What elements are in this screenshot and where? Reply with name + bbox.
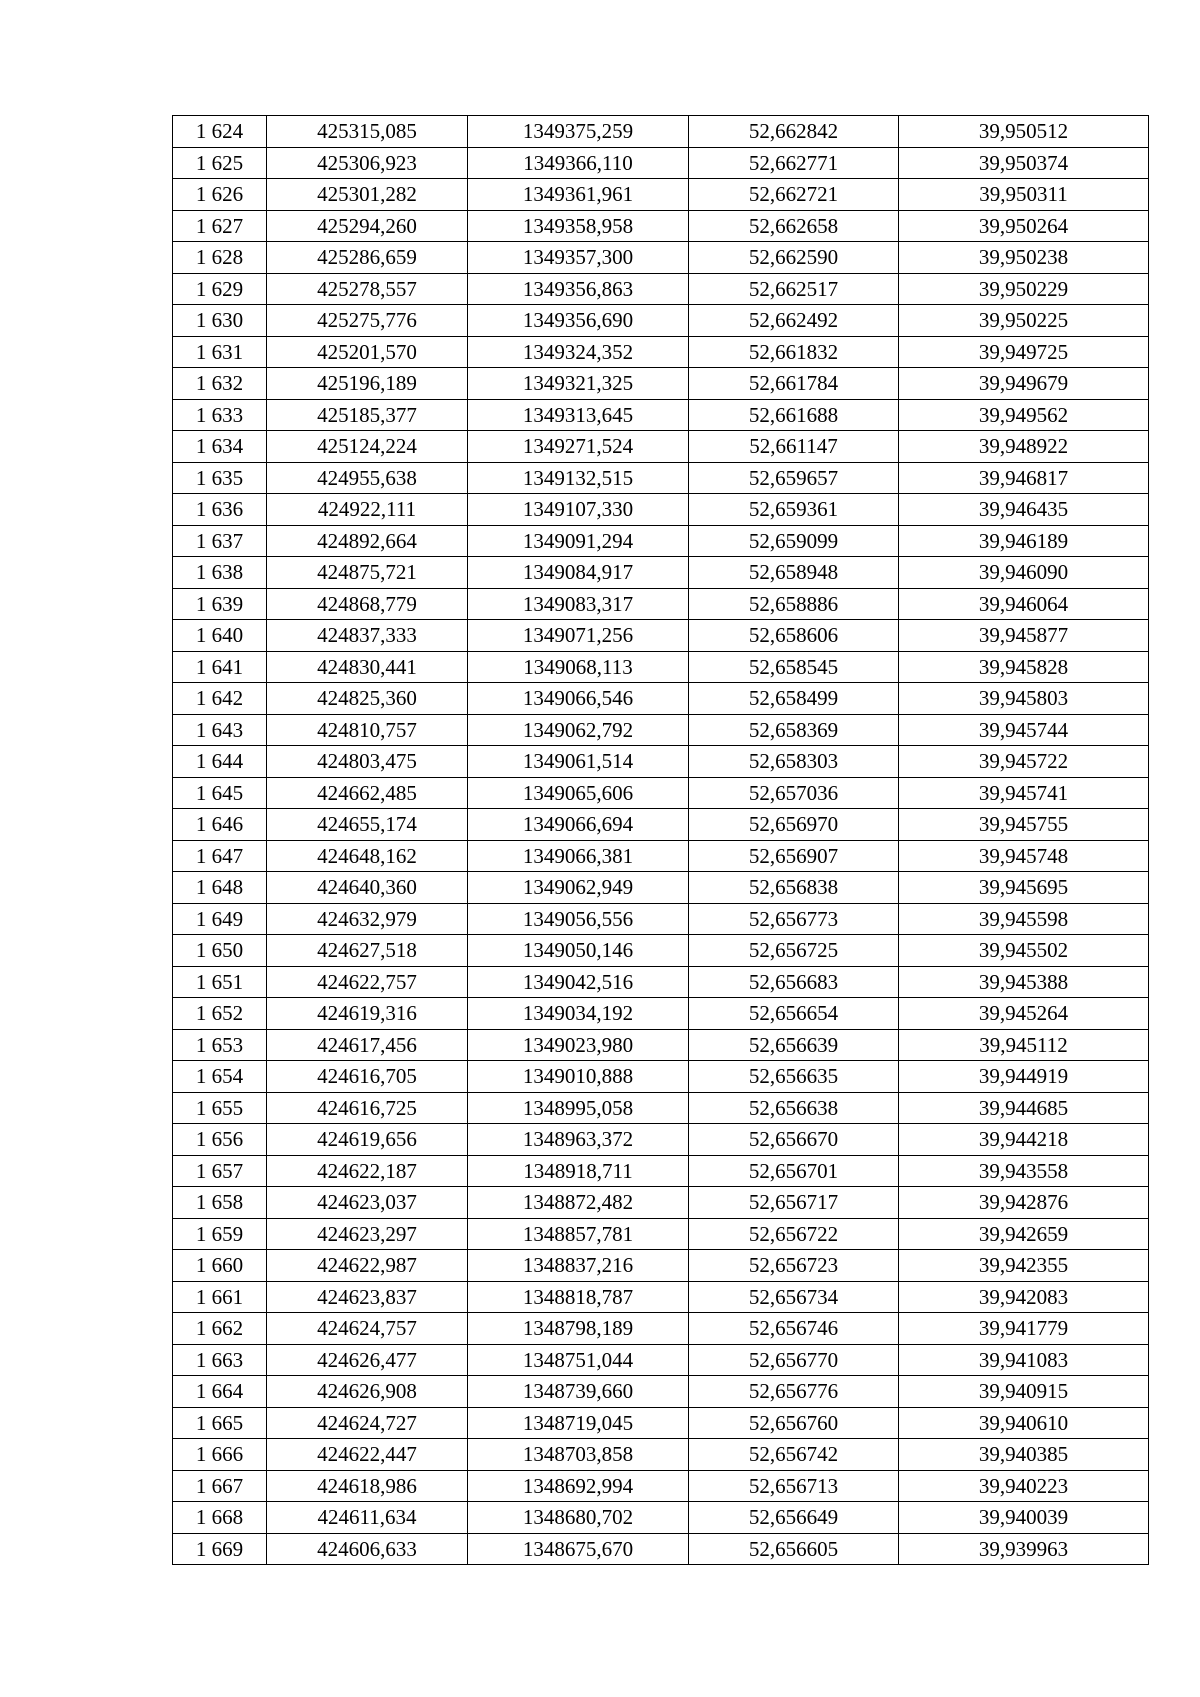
latitude-cell: 52,658545 [689,651,899,683]
latitude-cell: 52,656770 [689,1344,899,1376]
y-coordinate-cell: 1349366,110 [468,147,689,179]
y-coordinate-cell: 1348872,482 [468,1187,689,1219]
longitude-cell: 39,945112 [899,1029,1149,1061]
x-coordinate-cell: 424622,447 [267,1439,468,1471]
latitude-cell: 52,658886 [689,588,899,620]
x-coordinate-cell: 424803,475 [267,746,468,778]
table-row [173,1187,1149,1219]
latitude-cell: 52,659099 [689,525,899,557]
latitude-cell: 52,661832 [689,336,899,368]
longitude-cell: 39,945755 [899,809,1149,841]
table-row [173,746,1149,778]
latitude-cell: 52,661784 [689,368,899,400]
longitude-cell: 39,940223 [899,1470,1149,1502]
x-coordinate-cell: 424892,664 [267,525,468,557]
longitude-cell: 39,950311 [899,179,1149,211]
x-coordinate-cell: 424611,634 [267,1502,468,1534]
table-row [173,525,1149,557]
x-coordinate-cell: 424626,908 [267,1376,468,1408]
point-number-cell: 1 645 [173,777,267,809]
x-coordinate-cell: 424623,837 [267,1281,468,1313]
table-row [173,620,1149,652]
table-row [173,872,1149,904]
longitude-cell: 39,946189 [899,525,1149,557]
table-row [173,462,1149,494]
table-row [173,1092,1149,1124]
longitude-cell: 39,942355 [899,1250,1149,1282]
point-number-cell: 1 652 [173,998,267,1030]
table-row [173,273,1149,305]
y-coordinate-cell: 1348739,660 [468,1376,689,1408]
y-coordinate-cell: 1349324,352 [468,336,689,368]
point-number-cell: 1 649 [173,903,267,935]
latitude-cell: 52,656649 [689,1502,899,1534]
x-coordinate-cell: 424825,360 [267,683,468,715]
y-coordinate-cell: 1349356,863 [468,273,689,305]
y-coordinate-cell: 1348963,372 [468,1124,689,1156]
x-coordinate-cell: 425286,659 [267,242,468,274]
point-number-cell: 1 647 [173,840,267,872]
longitude-cell: 39,942659 [899,1218,1149,1250]
longitude-cell: 39,939963 [899,1533,1149,1565]
point-number-cell: 1 646 [173,809,267,841]
x-coordinate-cell: 425294,260 [267,210,468,242]
latitude-cell: 52,656722 [689,1218,899,1250]
point-number-cell: 1 656 [173,1124,267,1156]
longitude-cell: 39,950225 [899,305,1149,337]
point-number-cell: 1 633 [173,399,267,431]
point-number-cell: 1 648 [173,872,267,904]
longitude-cell: 39,944919 [899,1061,1149,1093]
x-coordinate-cell: 424640,360 [267,872,468,904]
y-coordinate-cell: 1348719,045 [468,1407,689,1439]
x-coordinate-cell: 424955,638 [267,462,468,494]
table-row [173,651,1149,683]
longitude-cell: 39,950512 [899,116,1149,148]
point-number-cell: 1 665 [173,1407,267,1439]
table-row [173,998,1149,1030]
y-coordinate-cell: 1348857,781 [468,1218,689,1250]
point-number-cell: 1 636 [173,494,267,526]
latitude-cell: 52,658303 [689,746,899,778]
longitude-cell: 39,943558 [899,1155,1149,1187]
y-coordinate-cell: 1349313,645 [468,399,689,431]
table-row [173,242,1149,274]
longitude-cell: 39,944685 [899,1092,1149,1124]
x-coordinate-cell: 424616,725 [267,1092,468,1124]
longitude-cell: 39,945741 [899,777,1149,809]
latitude-cell: 52,661147 [689,431,899,463]
latitude-cell: 52,656683 [689,966,899,998]
latitude-cell: 52,662842 [689,116,899,148]
point-number-cell: 1 643 [173,714,267,746]
longitude-cell: 39,950374 [899,147,1149,179]
y-coordinate-cell: 1348798,189 [468,1313,689,1345]
point-number-cell: 1 663 [173,1344,267,1376]
longitude-cell: 39,945264 [899,998,1149,1030]
table-row [173,431,1149,463]
y-coordinate-cell: 1349356,690 [468,305,689,337]
latitude-cell: 52,656605 [689,1533,899,1565]
latitude-cell: 52,656638 [689,1092,899,1124]
latitude-cell: 52,658369 [689,714,899,746]
latitude-cell: 52,658499 [689,683,899,715]
point-number-cell: 1 639 [173,588,267,620]
longitude-cell: 39,940385 [899,1439,1149,1471]
table-row [173,1533,1149,1565]
y-coordinate-cell: 1349066,694 [468,809,689,841]
table-row [173,210,1149,242]
point-number-cell: 1 631 [173,336,267,368]
latitude-cell: 52,662771 [689,147,899,179]
longitude-cell: 39,946435 [899,494,1149,526]
x-coordinate-cell: 424837,333 [267,620,468,652]
x-coordinate-cell: 424626,477 [267,1344,468,1376]
y-coordinate-cell: 1349084,917 [468,557,689,589]
point-number-cell: 1 657 [173,1155,267,1187]
x-coordinate-cell: 424868,779 [267,588,468,620]
point-number-cell: 1 668 [173,1502,267,1534]
y-coordinate-cell: 1348918,711 [468,1155,689,1187]
table-row [173,840,1149,872]
x-coordinate-cell: 425306,923 [267,147,468,179]
x-coordinate-cell: 424618,986 [267,1470,468,1502]
latitude-cell: 52,662590 [689,242,899,274]
table-row [173,147,1149,179]
y-coordinate-cell: 1348680,702 [468,1502,689,1534]
point-number-cell: 1 666 [173,1439,267,1471]
x-coordinate-cell: 425201,570 [267,336,468,368]
x-coordinate-cell: 424875,721 [267,557,468,589]
y-coordinate-cell: 1349056,556 [468,903,689,935]
y-coordinate-cell: 1349066,546 [468,683,689,715]
table-row [173,1061,1149,1093]
point-number-cell: 1 655 [173,1092,267,1124]
x-coordinate-cell: 425278,557 [267,273,468,305]
x-coordinate-cell: 424606,633 [267,1533,468,1565]
latitude-cell: 52,656717 [689,1187,899,1219]
x-coordinate-cell: 424655,174 [267,809,468,841]
latitude-cell: 52,659361 [689,494,899,526]
y-coordinate-cell: 1349062,949 [468,872,689,904]
longitude-cell: 39,948922 [899,431,1149,463]
x-coordinate-cell: 425275,776 [267,305,468,337]
y-coordinate-cell: 1349042,516 [468,966,689,998]
x-coordinate-cell: 425124,224 [267,431,468,463]
latitude-cell: 52,662517 [689,273,899,305]
longitude-cell: 39,941083 [899,1344,1149,1376]
y-coordinate-cell: 1348837,216 [468,1250,689,1282]
point-number-cell: 1 669 [173,1533,267,1565]
point-number-cell: 1 661 [173,1281,267,1313]
y-coordinate-cell: 1349083,317 [468,588,689,620]
y-coordinate-cell: 1349321,325 [468,368,689,400]
longitude-cell: 39,950229 [899,273,1149,305]
longitude-cell: 39,940915 [899,1376,1149,1408]
point-number-cell: 1 626 [173,179,267,211]
point-number-cell: 1 640 [173,620,267,652]
x-coordinate-cell: 424627,518 [267,935,468,967]
latitude-cell: 52,656776 [689,1376,899,1408]
point-number-cell: 1 637 [173,525,267,557]
table-row [173,1470,1149,1502]
latitude-cell: 52,656773 [689,903,899,935]
table-row [173,903,1149,935]
x-coordinate-cell: 424619,656 [267,1124,468,1156]
point-number-cell: 1 664 [173,1376,267,1408]
table-row [173,1281,1149,1313]
longitude-cell: 39,940039 [899,1502,1149,1534]
latitude-cell: 52,662721 [689,179,899,211]
latitude-cell: 52,656670 [689,1124,899,1156]
point-number-cell: 1 667 [173,1470,267,1502]
latitude-cell: 52,656907 [689,840,899,872]
point-number-cell: 1 654 [173,1061,267,1093]
latitude-cell: 52,656723 [689,1250,899,1282]
x-coordinate-cell: 425185,377 [267,399,468,431]
y-coordinate-cell: 1349062,792 [468,714,689,746]
table-row [173,1439,1149,1471]
longitude-cell: 39,945828 [899,651,1149,683]
table-row [173,1155,1149,1187]
y-coordinate-cell: 1349107,330 [468,494,689,526]
y-coordinate-cell: 1349357,300 [468,242,689,274]
point-number-cell: 1 627 [173,210,267,242]
point-number-cell: 1 659 [173,1218,267,1250]
table-row [173,305,1149,337]
longitude-cell: 39,945502 [899,935,1149,967]
y-coordinate-cell: 1349010,888 [468,1061,689,1093]
table-row [173,1376,1149,1408]
longitude-cell: 39,942876 [899,1187,1149,1219]
table-row [173,714,1149,746]
longitude-cell: 39,944218 [899,1124,1149,1156]
coordinates-table [172,115,1149,1565]
longitude-cell: 39,945388 [899,966,1149,998]
x-coordinate-cell: 424810,757 [267,714,468,746]
table-row [173,1124,1149,1156]
latitude-cell: 52,656713 [689,1470,899,1502]
table-row [173,588,1149,620]
x-coordinate-cell: 424623,037 [267,1187,468,1219]
point-number-cell: 1 625 [173,147,267,179]
point-number-cell: 1 632 [173,368,267,400]
longitude-cell: 39,949725 [899,336,1149,368]
longitude-cell: 39,940610 [899,1407,1149,1439]
point-number-cell: 1 641 [173,651,267,683]
x-coordinate-cell: 424830,441 [267,651,468,683]
y-coordinate-cell: 1349068,113 [468,651,689,683]
y-coordinate-cell: 1349132,515 [468,462,689,494]
x-coordinate-cell: 424624,727 [267,1407,468,1439]
table-row [173,1407,1149,1439]
x-coordinate-cell: 424617,456 [267,1029,468,1061]
latitude-cell: 52,656970 [689,809,899,841]
longitude-cell: 39,945748 [899,840,1149,872]
x-coordinate-cell: 424622,987 [267,1250,468,1282]
latitude-cell: 52,658606 [689,620,899,652]
table-row [173,1250,1149,1282]
table-row [173,1344,1149,1376]
y-coordinate-cell: 1348818,787 [468,1281,689,1313]
point-number-cell: 1 624 [173,116,267,148]
longitude-cell: 39,945722 [899,746,1149,778]
point-number-cell: 1 650 [173,935,267,967]
latitude-cell: 52,658948 [689,557,899,589]
latitude-cell: 52,657036 [689,777,899,809]
y-coordinate-cell: 1349091,294 [468,525,689,557]
latitude-cell: 52,659657 [689,462,899,494]
y-coordinate-cell: 1349050,146 [468,935,689,967]
latitude-cell: 52,662492 [689,305,899,337]
coordinates-table-body [173,116,1149,1565]
table-row [173,1502,1149,1534]
point-number-cell: 1 635 [173,462,267,494]
latitude-cell: 52,656725 [689,935,899,967]
x-coordinate-cell: 424648,162 [267,840,468,872]
point-number-cell: 1 638 [173,557,267,589]
x-coordinate-cell: 424624,757 [267,1313,468,1345]
latitude-cell: 52,656742 [689,1439,899,1471]
longitude-cell: 39,945877 [899,620,1149,652]
longitude-cell: 39,945744 [899,714,1149,746]
point-number-cell: 1 634 [173,431,267,463]
x-coordinate-cell: 424622,757 [267,966,468,998]
point-number-cell: 1 629 [173,273,267,305]
point-number-cell: 1 642 [173,683,267,715]
y-coordinate-cell: 1349061,514 [468,746,689,778]
x-coordinate-cell: 424662,485 [267,777,468,809]
x-coordinate-cell: 424922,111 [267,494,468,526]
x-coordinate-cell: 425301,282 [267,179,468,211]
table-row [173,966,1149,998]
y-coordinate-cell: 1348995,058 [468,1092,689,1124]
x-coordinate-cell: 424623,297 [267,1218,468,1250]
table-row [173,116,1149,148]
point-number-cell: 1 651 [173,966,267,998]
latitude-cell: 52,656654 [689,998,899,1030]
latitude-cell: 52,656746 [689,1313,899,1345]
longitude-cell: 39,941779 [899,1313,1149,1345]
y-coordinate-cell: 1348751,044 [468,1344,689,1376]
y-coordinate-cell: 1349271,524 [468,431,689,463]
y-coordinate-cell: 1348675,670 [468,1533,689,1565]
y-coordinate-cell: 1349034,192 [468,998,689,1030]
point-number-cell: 1 628 [173,242,267,274]
longitude-cell: 39,946817 [899,462,1149,494]
latitude-cell: 52,656838 [689,872,899,904]
latitude-cell: 52,661688 [689,399,899,431]
y-coordinate-cell: 1349023,980 [468,1029,689,1061]
longitude-cell: 39,945803 [899,683,1149,715]
point-number-cell: 1 662 [173,1313,267,1345]
x-coordinate-cell: 424622,187 [267,1155,468,1187]
y-coordinate-cell: 1349358,958 [468,210,689,242]
y-coordinate-cell: 1349065,606 [468,777,689,809]
x-coordinate-cell: 425315,085 [267,116,468,148]
x-coordinate-cell: 424632,979 [267,903,468,935]
table-row [173,683,1149,715]
table-row [173,368,1149,400]
y-coordinate-cell: 1348703,858 [468,1439,689,1471]
point-number-cell: 1 644 [173,746,267,778]
longitude-cell: 39,949562 [899,399,1149,431]
latitude-cell: 52,656639 [689,1029,899,1061]
longitude-cell: 39,942083 [899,1281,1149,1313]
longitude-cell: 39,945695 [899,872,1149,904]
point-number-cell: 1 660 [173,1250,267,1282]
longitude-cell: 39,945598 [899,903,1149,935]
y-coordinate-cell: 1348692,994 [468,1470,689,1502]
x-coordinate-cell: 425196,189 [267,368,468,400]
longitude-cell: 39,950238 [899,242,1149,274]
table-row [173,557,1149,589]
y-coordinate-cell: 1349361,961 [468,179,689,211]
longitude-cell: 39,949679 [899,368,1149,400]
latitude-cell: 52,656760 [689,1407,899,1439]
latitude-cell: 52,656701 [689,1155,899,1187]
table-row [173,494,1149,526]
table-row [173,336,1149,368]
table-row [173,1218,1149,1250]
table-row [173,1029,1149,1061]
y-coordinate-cell: 1349071,256 [468,620,689,652]
table-row [173,935,1149,967]
latitude-cell: 52,656734 [689,1281,899,1313]
x-coordinate-cell: 424619,316 [267,998,468,1030]
longitude-cell: 39,946064 [899,588,1149,620]
x-coordinate-cell: 424616,705 [267,1061,468,1093]
y-coordinate-cell: 1349066,381 [468,840,689,872]
table-row [173,179,1149,211]
table-row [173,777,1149,809]
latitude-cell: 52,656635 [689,1061,899,1093]
point-number-cell: 1 658 [173,1187,267,1219]
longitude-cell: 39,946090 [899,557,1149,589]
latitude-cell: 52,662658 [689,210,899,242]
longitude-cell: 39,950264 [899,210,1149,242]
table-row [173,1313,1149,1345]
point-number-cell: 1 630 [173,305,267,337]
point-number-cell: 1 653 [173,1029,267,1061]
table-row [173,809,1149,841]
y-coordinate-cell: 1349375,259 [468,116,689,148]
table-row [173,399,1149,431]
